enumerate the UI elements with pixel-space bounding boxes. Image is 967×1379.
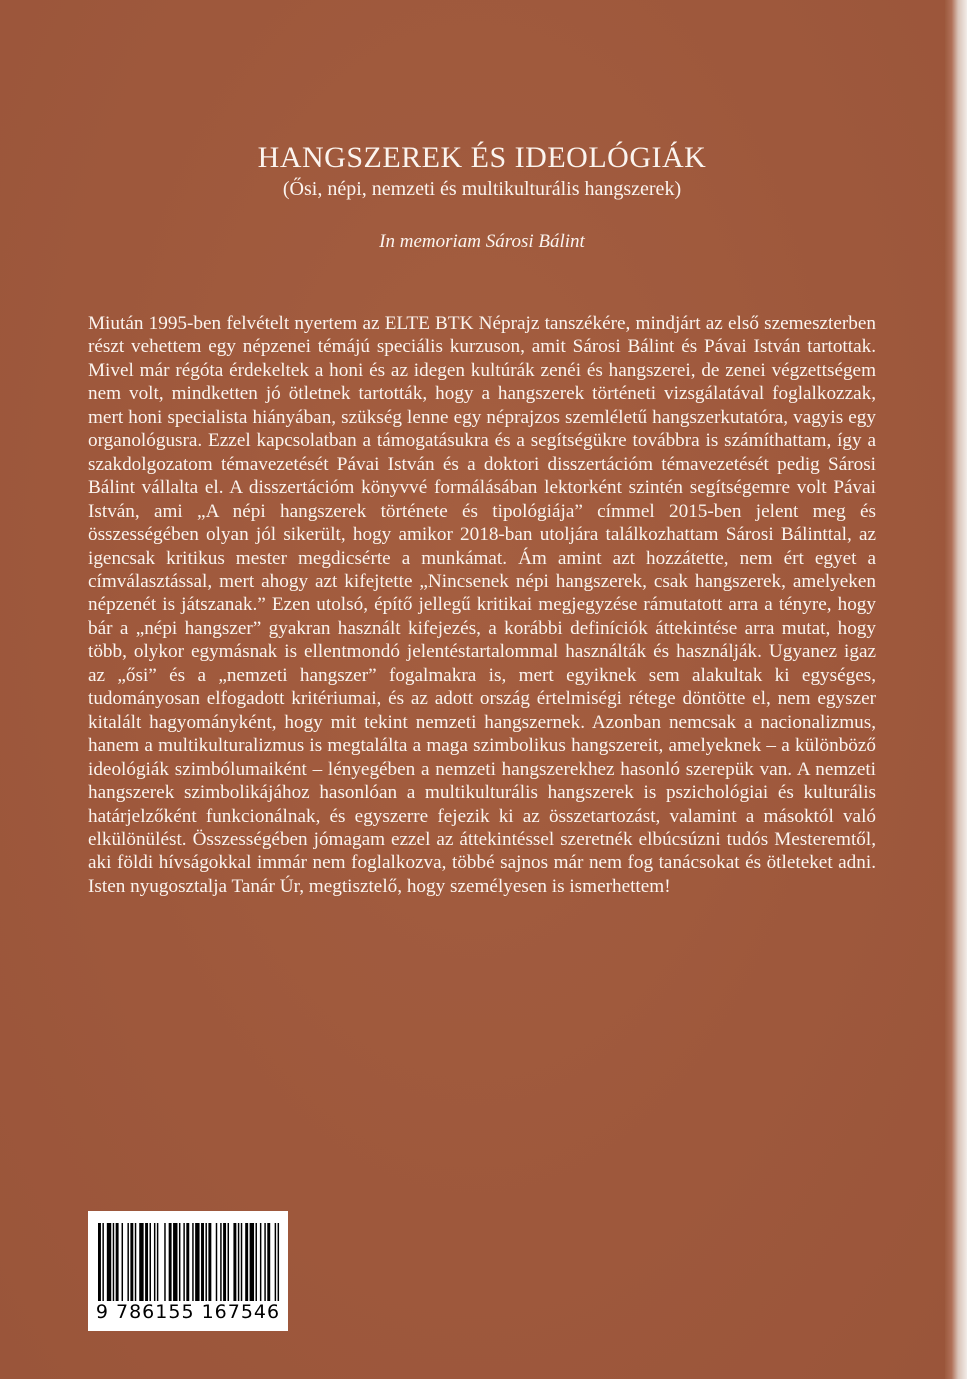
dedication: In memoriam Sárosi Bálint xyxy=(379,231,585,252)
isbn-barcode xyxy=(88,1211,288,1331)
barcode-bars xyxy=(98,1223,282,1301)
blurb-text: Miután 1995-ben felvételt nyertem az ELTE BTK Néprajz tanszékére, mindjárt az első szemeszterben részt vehettem egy népzenei témájú speciális kurzuson, amit Sárosi Bálint és Pávai István tartottak. Mivel már régóta érdekeltek a honi és az idegen kultúrák zenéi és hangszerei, de zenei végzettségem nem volt, mindketten jó ötletnek tartották, hogy a hangszerek történeti vizsgálatával foglalkozzak, mert honi specialista hiányában, szükség lenne egy néprajzos szemléletű hangszerkutatóra, vagyis egy organológusra. Ezzel kapcsolatban a támogatásukra és a segítségükre továbbra is számíthattam, így a szakdolgozatom témavezetését Pávai István és a doktori disszertációm témavezetését pedig Sárosi Bálint vállalta el. A disszertációm könyvvé formálásában lektorként szintén segítségemre volt Pávai István, ami „A népi hangszerek története és tipológiája” címmel 2015-ben jelent meg és összességében olyan jól sikerült, hogy amikor 2018-ban utoljára találkozhattam Sárosi Bálinttal, az igencsak kritikus mester megdicsérte a munkámat. Ám amint azt hozzátette, nem ért egyet a címválasztással, mert ahogy azt kifejtette „Nincsenek népi hangszerek, csak hangszerek, amelyeken népzenét is játszanak.” Ezen utolsó, építő jellegű kritikai megjegyzése rámutatott arra a tényre, hogy bár a „népi hangszer” gyakran használt kifejezés, a korábbi definíciók áttekintése arra mutat, hogy több, olykor egymásnak is ellentmondó jelentéstartalommal használták és használják. Ugyanez igaz az „ősi” és a „nemzeti hangszer” fogalmakra is, mert egyiknek sem alakultak ki egységes, tudományosan elfogadott kritériumai, és az adott ország értelmiségi rétege döntötte el, nem egyszer kitalált hagyományként, hogy mit tekint nemzeti hangszernek. Azonban nemcsak a nacionalizmus, hanem a multikulturalizmus is megtalálta a maga szimbolikus hangszereit, amelyeknek – a különböző ideológiák szimbólumaiként – lényegében a nemzeti hangszerekhez hasonló szerepük van. A nemzeti hangszerek szimbolikájához hasonlóan a multikulturális hangszerek is pszichológiai és kulturális határjelzőként funkcionálnak, és egyszerre fejezik ki az összetartozást, valamint a másoktól való elkülönülést. Összességében jómagam ezzel az áttekintéssel szeretnék elbúcsúzni tudós Mesteremtől, aki földi hívságokkal immár nem foglalkozva, többé sajnos már nem fog tanácsokat és ötleteket adni. Isten nyugosztalja Tanár Úr, megtisztelő, hogy személyesen is ismerhettem! xyxy=(88,313,876,897)
book-title: HANGSZEREK ÉS IDEOLÓGIÁK xyxy=(257,141,707,174)
book-subtitle: (Ősi, népi, nemzeti és multikulturális hangszerek) xyxy=(282,178,682,200)
cover-content xyxy=(88,120,876,898)
page-edge xyxy=(945,0,967,1379)
isbn-number: 9 786155 167546 xyxy=(95,1301,281,1323)
